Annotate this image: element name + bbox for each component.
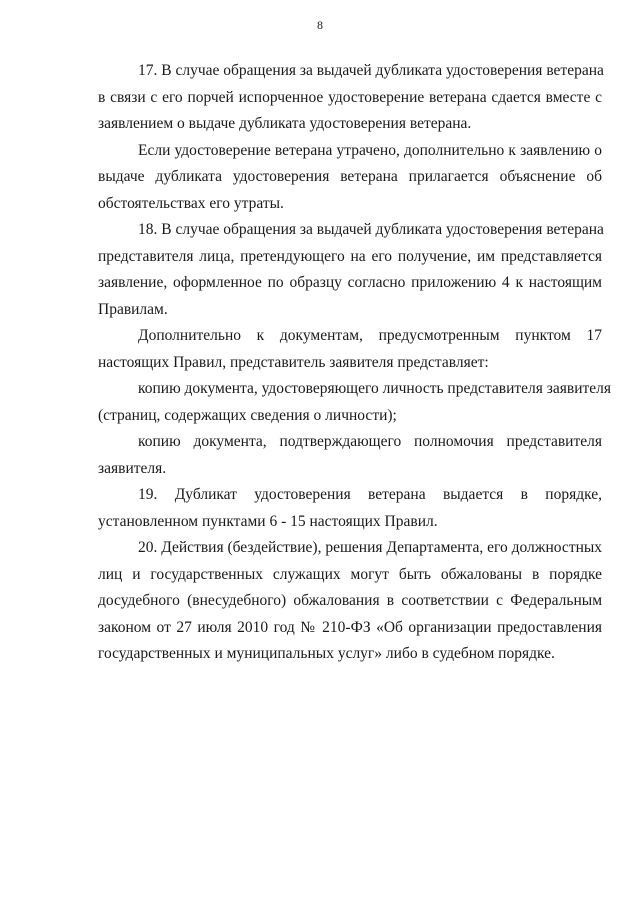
text-line: Правилам. [98,300,168,318]
text-line: заявление, оформленное по образцу согласно приложению 4 к настоящим [98,274,602,291]
paragraph-20 [98,535,602,668]
document-body [98,58,612,668]
text-line: (страниц, содержащих сведения о личности); [98,406,397,424]
text-line: Дополнительно к документам, предусмотренным пунктом 17 [138,327,602,344]
text-line: заявлением о выдаче дубликата удостоверения ветерана. [98,115,472,132]
text-line: законом от 27 июля 2010 год № 210-ФЗ «Об организации предоставления [98,618,602,636]
text-line: досудебного (внесудебного) обжалования в соответствии с Федеральным [98,592,602,609]
text-line: копию документа, подтверждающего полномочия представителя [138,433,602,450]
text-line: представителя лица, претендующего на его получение, им представляется [98,247,602,265]
paragraph-17-lost [98,138,602,218]
text-line: заявителя. [98,459,167,477]
paragraph-19 [98,482,602,535]
paragraph-17 [98,58,602,138]
page-number: 8 [317,18,323,32]
text-line: 20. Действия (бездействие), решения Департамента, его должностных [138,539,603,556]
paragraph-18-id-copy [98,376,612,429]
text-line: в связи с его порчей испорченное удостоверение ветерана сдается вместе с [98,88,602,106]
text-line: государственных и муниципальных услуг» либо в судебном порядке. [98,645,555,662]
paragraph-18 [98,217,602,323]
text-line: Если удостоверение ветерана утрачено, дополнительно к заявлению о [138,141,602,159]
paragraph-18-authority-copy [98,429,602,482]
paragraph-18-additional [98,323,602,376]
text-line: настоящих Правил, представитель заявителя представляет: [98,353,489,371]
text-line: копию документа, удостоверяющего личность представителя заявителя [138,380,612,397]
text-line: установленном пунктами 6 - 15 настоящих Правил. [98,512,438,530]
text-line: лиц и государственных служащих могут быть обжалованы в порядке [98,565,602,583]
text-line: выдаче дубликата удостоверения ветерана прилагается объяснение об [98,168,602,185]
text-line: 19. Дубликат удостоверения ветерана выдается в порядке, [138,486,602,503]
text-line: 18. В случае обращения за выдачей дубликата удостоверения ветерана [138,221,604,238]
text-line: 17. В случае обращения за выдачей дубликата удостоверения ветерана [138,62,604,79]
text-line: обстоятельствах его утраты. [98,194,284,212]
